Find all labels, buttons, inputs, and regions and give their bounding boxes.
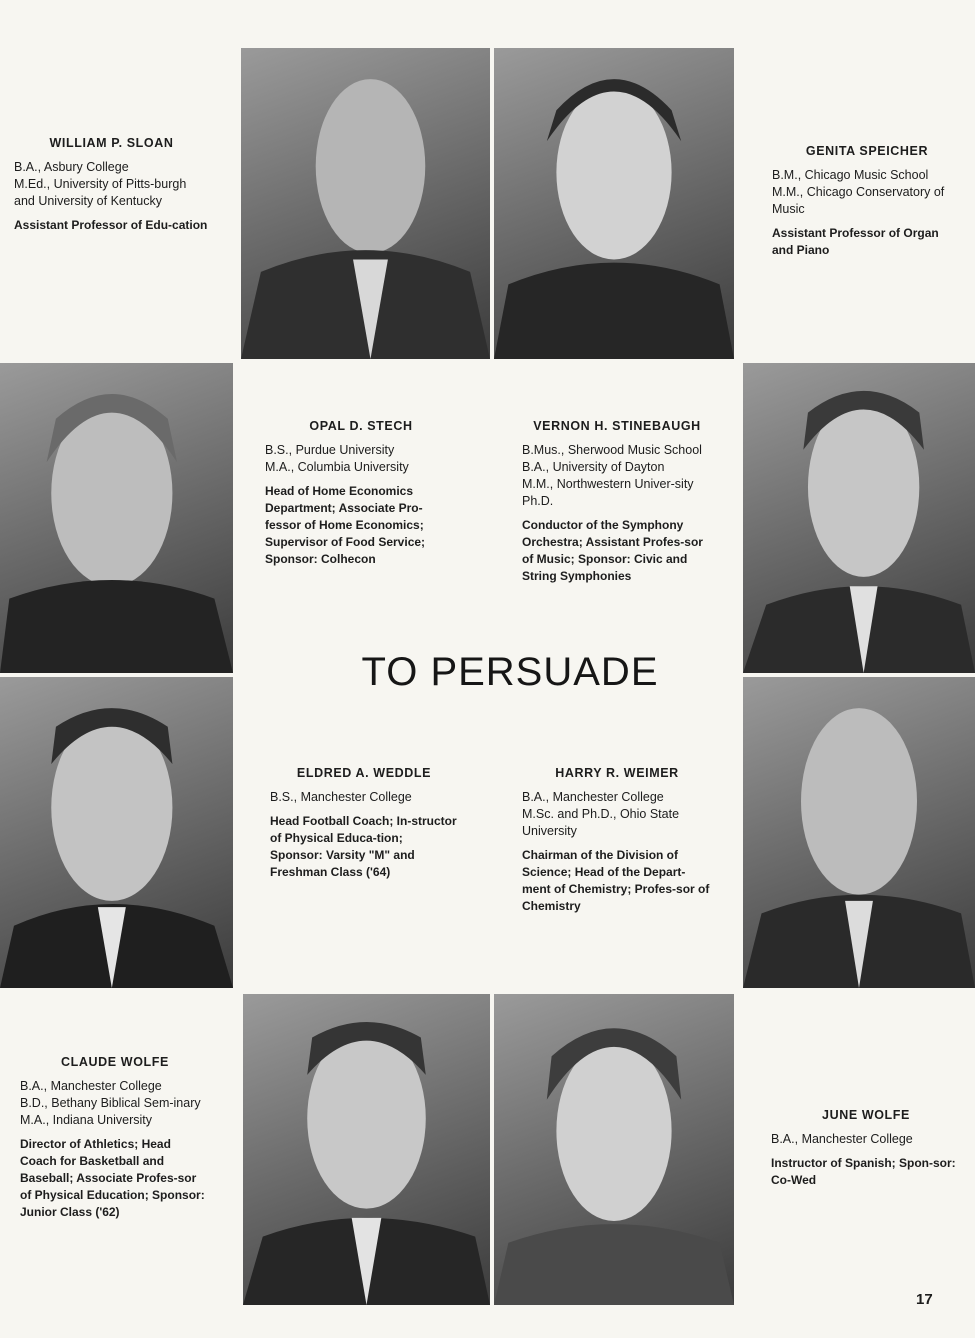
faculty-name: JUNE WOLFE [822,1108,910,1122]
portrait-harry-weimer [743,677,975,988]
bio-vernon-stinebaugh [522,418,712,585]
portrait-genita-speicher [494,48,734,359]
degree: B.D., Bethany Biblical Sem-inary [20,1096,201,1110]
portrait-june-wolfe [494,994,734,1305]
faculty-role: Assistant Professor of Edu-cation [14,218,208,232]
bio-claude-wolfe [20,1054,210,1221]
degree: B.A., Asbury College [14,160,129,174]
portrait-eldred-weddle [0,677,233,988]
bio-june-wolfe [771,1107,961,1189]
degree: M.Sc. and Ph.D., Ohio State University [522,807,680,838]
faculty-role: Director of Athletics; Head Coach for Basketball and Baseball; Associate Profes-sor of Physical Education; Sponsor: Junior Class ('62) [20,1137,205,1219]
faculty-name: CLAUDE WOLFE [61,1055,169,1069]
faculty-role: Head Football Coach; In-structor of Physical Educa-tion; Sponsor: Varsity "M" and Freshman Class ('64) [270,814,457,879]
bio-william-sloan [14,135,209,234]
degree: M.A., Columbia University [265,460,409,474]
faculty-name: VERNON H. STINEBAUGH [533,419,701,433]
degree: B.A., Manchester College [522,790,664,804]
degree: B.S., Purdue University [265,443,395,457]
faculty-role: Conductor of the Symphony Orchestra; Assistant Profes-sor of Music; Sponsor: Civic and String Symphonies [522,518,703,583]
degree: M.M., Chicago Conservatory of Music [772,185,945,216]
degree: M.Ed., University of Pitts-burgh and University of Kentucky [14,177,187,208]
portrait-opal-stech [0,363,233,673]
degree: B.A., Manchester College [771,1132,913,1146]
faculty-name: ELDRED A. WEDDLE [296,766,432,780]
faculty-role: Instructor of Spanish; Spon-sor: Co-Wed [771,1156,956,1187]
page-number: 17 [916,1291,933,1308]
degree: M.A., Indiana University [20,1113,152,1127]
portrait-claude-wolfe [243,994,490,1305]
bio-eldred-weddle [270,765,458,881]
faculty-name: WILLIAM P. SLOAN [49,136,174,150]
faculty-role: Assistant Professor of Organ and Piano [772,226,939,257]
bio-harry-weimer [522,765,712,915]
page-headline: TO PERSUADE [361,650,659,694]
faculty-name: HARRY R. WEIMER [555,766,679,780]
faculty-name: GENITA SPEICHER [805,144,929,158]
portrait-william-sloan [241,48,490,359]
degree: M.M., Northwestern Univer-sity Ph.D. [522,477,694,508]
bio-genita-speicher [772,143,962,259]
degree: B.S., Manchester College [270,790,412,804]
faculty-role: Head of Home Economics Department; Associate Pro-fessor of Home Economics; Supervisor of Food Service; Sponsor: Colhecon [265,484,426,566]
portrait-vernon-stinebaugh [743,363,975,673]
degree: B.A., University of Dayton [522,460,665,474]
degree: B.Mus., Sherwood Music School [522,443,702,457]
bio-opal-stech [265,418,457,568]
faculty-name: OPAL D. STECH [309,419,413,433]
degree: B.A., Manchester College [20,1079,162,1093]
faculty-role: Chairman of the Division of Science; Head of the Depart-ment of Chemistry; Profes-sor of Chemistry [522,848,710,913]
degree: B.M., Chicago Music School [772,168,929,182]
